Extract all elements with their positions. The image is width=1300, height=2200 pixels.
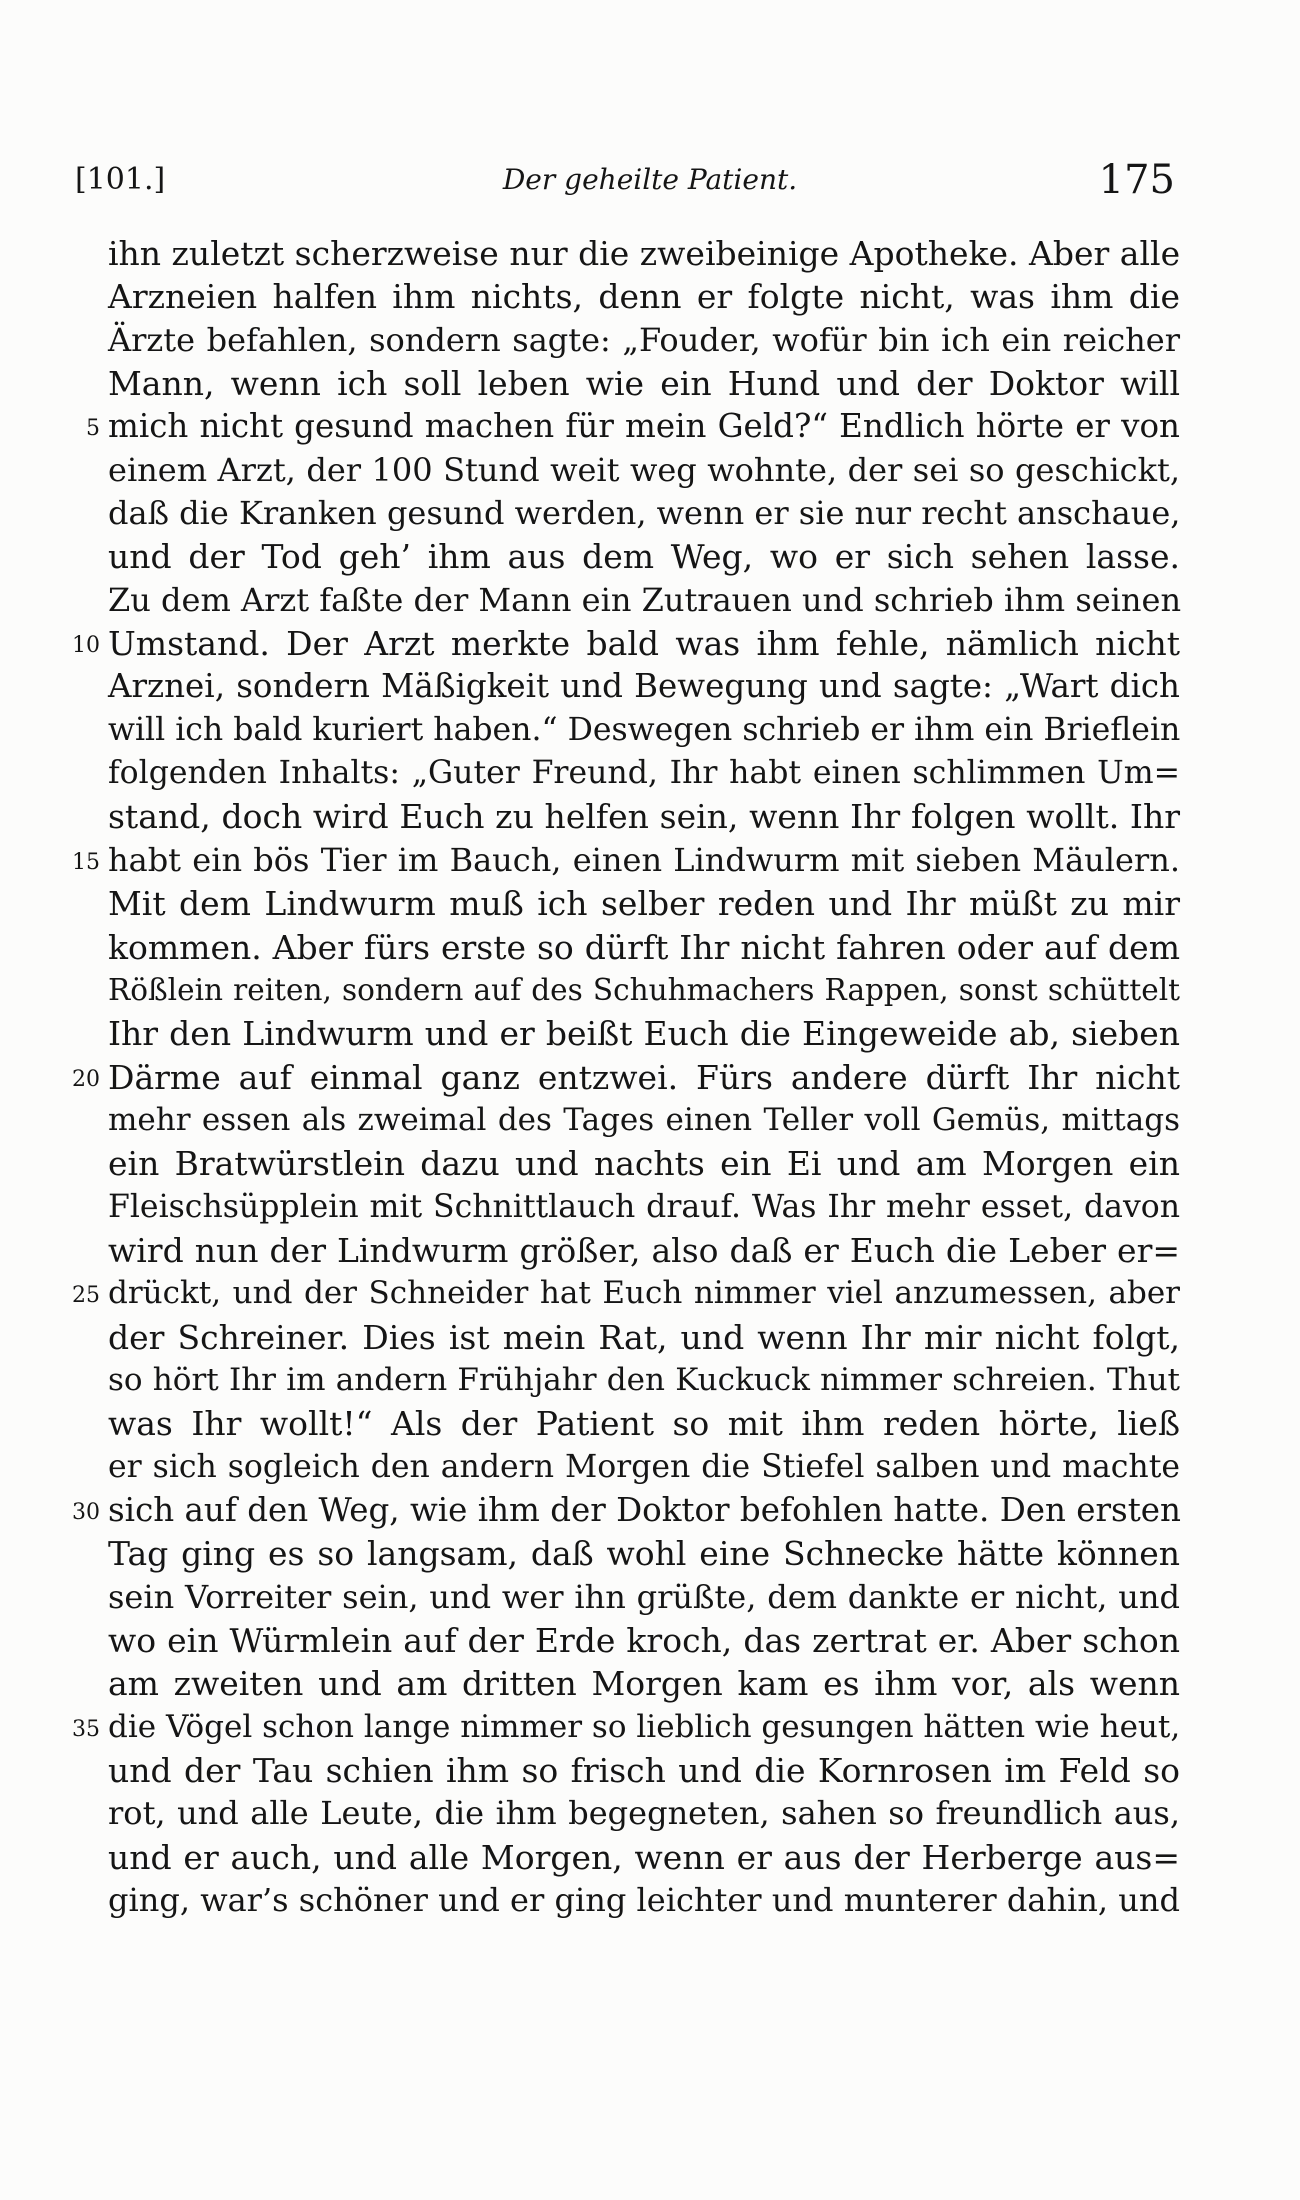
line-number: 20 bbox=[72, 1066, 100, 1092]
line-text: so hört Ihr im andern Frühjahr den Kuckuck nimmer schreien. Thut bbox=[108, 1361, 1180, 1398]
text-line bbox=[60, 535, 1180, 578]
text-line bbox=[60, 1532, 1180, 1575]
line-text: ging, war’s schöner und er ging leichter und munterer dahin, und bbox=[108, 1881, 1180, 1920]
line-text: was Ihr wollt!“ Als der Patient so mit ihm reden hörte, ließ bbox=[108, 1404, 1180, 1444]
text-line bbox=[60, 1706, 1180, 1749]
line-text: einem Arzt, der 100 Stund weit weg wohnte, der sei so geschickt, bbox=[108, 450, 1180, 489]
text-line bbox=[60, 492, 1180, 535]
line-text: Arznei, sondern Mäßigkeit und Bewegung und sagte: „Wart dich bbox=[108, 667, 1180, 706]
text-line bbox=[60, 665, 1180, 708]
text-line bbox=[60, 1012, 1180, 1055]
text-line bbox=[60, 449, 1180, 492]
line-text: stand, doch wird Euch zu helfen sein, wenn Ihr folgen wollt. Ihr bbox=[108, 797, 1180, 837]
text-line bbox=[60, 1662, 1180, 1705]
line-text: mehr essen als zweimal des Tages einen Teller voll Gemüs, mittags bbox=[108, 1101, 1180, 1138]
text-line bbox=[60, 969, 1180, 1012]
text-line bbox=[60, 275, 1180, 318]
line-text: kommen. Aber fürs erste so dürft Ihr nicht fahren oder auf dem bbox=[108, 927, 1180, 967]
text-line bbox=[60, 1056, 1180, 1099]
text-line bbox=[60, 795, 1180, 838]
line-text: Arzneien halfen ihm nichts, denn er folgte nicht, was ihm die bbox=[108, 277, 1180, 317]
line-text: er sich sogleich den andern Morgen die Stiefel salben und machte bbox=[108, 1448, 1180, 1485]
text-line bbox=[60, 709, 1180, 752]
text-line bbox=[60, 1879, 1180, 1922]
line-text: der Schreiner. Dies ist mein Rat, und wenn Ihr mir nicht folgt, bbox=[108, 1317, 1180, 1357]
text-line bbox=[60, 1619, 1180, 1662]
text-body bbox=[60, 232, 1180, 1922]
text-line bbox=[60, 1836, 1180, 1879]
line-text: und der Tod geh’ ihm aus dem Weg, wo er sich sehen lasse. bbox=[108, 537, 1180, 577]
line-number: 15 bbox=[72, 849, 100, 875]
line-text: Umstand. Der Arzt merkte bald was ihm fehle, nämlich nicht bbox=[108, 624, 1180, 664]
text-line bbox=[60, 622, 1180, 665]
line-text: mich nicht gesund machen für mein Geld?“ Endlich hörte er von bbox=[108, 407, 1180, 446]
line-number: 10 bbox=[72, 633, 100, 659]
text-line bbox=[60, 405, 1180, 448]
text-line bbox=[60, 579, 1180, 622]
line-text: am zweiten und am dritten Morgen kam es ihm vor, als wenn bbox=[108, 1664, 1180, 1704]
line-text: sein Vorreiter sein, und wer ihn grüßte, dem dankte er nicht, und bbox=[108, 1577, 1180, 1616]
line-text: Därme auf einmal ganz entzwei. Fürs andere dürft Ihr nicht bbox=[108, 1057, 1180, 1097]
line-text: wird nun der Lindwurm größer, also daß er Euch die Leber er= bbox=[108, 1230, 1180, 1270]
page-reference: [101.] bbox=[75, 162, 166, 197]
text-line bbox=[60, 1576, 1180, 1619]
line-text: und der Tau schien ihm so frisch und die Kornrosen im Feld so bbox=[108, 1751, 1180, 1791]
line-text: daß die Kranken gesund werden, wenn er sie nur recht anschaue, bbox=[108, 494, 1181, 533]
line-text: und er auch, und alle Morgen, wenn er aus der Herberge aus= bbox=[108, 1837, 1180, 1877]
text-line bbox=[60, 1186, 1180, 1229]
text-line bbox=[60, 839, 1180, 882]
text-line bbox=[60, 752, 1180, 795]
running-title: Der geheilte Patient. bbox=[502, 163, 798, 196]
text-line bbox=[60, 1316, 1180, 1359]
text-line bbox=[60, 1099, 1180, 1142]
text-line bbox=[60, 926, 1180, 969]
text-line bbox=[60, 1749, 1180, 1792]
line-text: Rößlein reiten, sondern auf des Schuhmachers Rappen, sonst schüttelt bbox=[108, 972, 1180, 1007]
line-text: folgenden Inhalts: „Guter Freund, Ihr habt einen schlimmen Um= bbox=[108, 755, 1180, 792]
line-text: Tag ging es so langsam, daß wohl eine Schnecke hätte können bbox=[108, 1534, 1180, 1574]
page-header bbox=[0, 150, 1300, 210]
line-text: sich auf den Weg, wie ihm der Doktor befohlen hatte. Den ersten bbox=[108, 1490, 1181, 1529]
text-line bbox=[60, 1402, 1180, 1445]
text-line bbox=[60, 1489, 1180, 1532]
line-text: Mit dem Lindwurm muß ich selber reden und Ihr müßt zu mir bbox=[108, 884, 1180, 924]
page-number: 175 bbox=[1098, 157, 1175, 203]
line-number: 30 bbox=[72, 1499, 100, 1525]
line-text: Mann, wenn ich soll leben wie ein Hund und der Doktor will bbox=[108, 364, 1180, 404]
text-line bbox=[60, 232, 1180, 275]
line-text: rot, und alle Leute, die ihm begegneten, sahen so freundlich aus, bbox=[108, 1794, 1180, 1833]
line-text: die Vögel schon lange nimmer so lieblich gesungen hätten wie heut, bbox=[108, 1708, 1181, 1745]
text-line bbox=[60, 1229, 1180, 1272]
text-line bbox=[60, 882, 1180, 925]
text-line bbox=[60, 1142, 1180, 1185]
line-text: Fleischsüpplein mit Schnittlauch drauf. Was Ihr mehr esset, davon bbox=[108, 1188, 1180, 1225]
line-text: ein Bratwürstlein dazu und nachts ein Ei und am Morgen ein bbox=[108, 1144, 1180, 1184]
line-number: 5 bbox=[86, 416, 100, 442]
line-text: Ihr den Lindwurm und er beißt Euch die Eingeweide ab, sieben bbox=[108, 1014, 1180, 1054]
line-number: 35 bbox=[72, 1716, 100, 1742]
line-text: will ich bald kuriert haben.“ Deswegen schrieb er ihm ein Brieflein bbox=[108, 711, 1181, 748]
line-text: wo ein Würmlein auf der Erde kroch, das zertrat er. Aber schon bbox=[108, 1621, 1180, 1660]
text-line bbox=[60, 1792, 1180, 1835]
text-line bbox=[60, 1446, 1180, 1489]
line-text: drückt, und der Schneider hat Euch nimmer viel anzumessen, aber bbox=[108, 1275, 1180, 1312]
text-line bbox=[60, 1359, 1180, 1402]
text-line bbox=[60, 1272, 1180, 1315]
line-text: Zu dem Arzt faßte der Mann ein Zutrauen und schrieb ihm seinen bbox=[108, 580, 1182, 619]
text-line bbox=[60, 319, 1180, 362]
line-number: 25 bbox=[72, 1283, 100, 1309]
line-text: ihn zuletzt scherzweise nur die zweibeinige Apotheke. Aber alle bbox=[108, 234, 1181, 273]
line-text: Ärzte befahlen, sondern sagte: „Fouder, wofür bin ich ein reicher bbox=[108, 320, 1180, 359]
line-text: habt ein bös Tier im Bauch, einen Lindwurm mit sieben Mäulern. bbox=[108, 840, 1180, 879]
text-line bbox=[60, 362, 1180, 405]
